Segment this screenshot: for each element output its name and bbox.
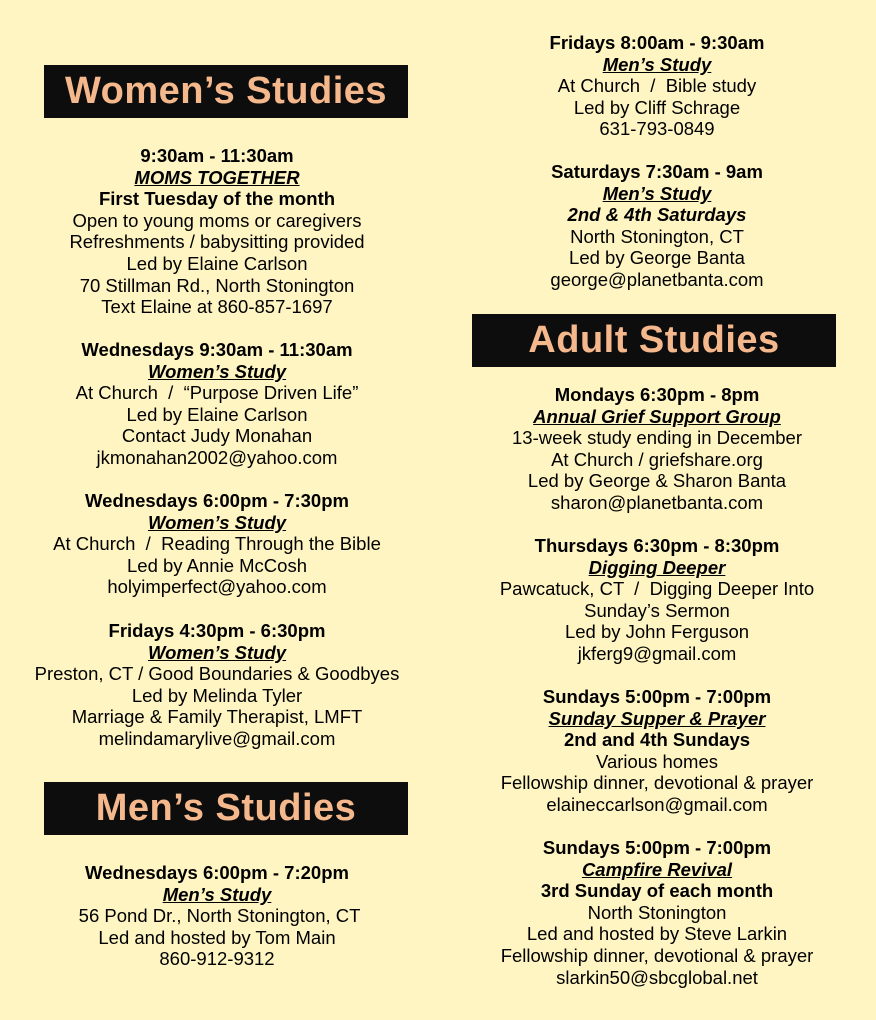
detail-line: Refreshments / babysitting provided	[69, 231, 365, 253]
schedule-note: First Tuesday of the month	[98, 188, 336, 210]
detail-line: Preston, CT / Good Boundaries & Goodbyes	[34, 663, 400, 685]
study-title: Women’s Study	[147, 511, 287, 533]
detail-line: Open to young moms or caregivers	[72, 209, 362, 231]
detail-line: Fellowship dinner, devotional & prayer	[500, 944, 814, 966]
study-listing	[438, 837, 876, 988]
detail-line: Led by John Ferguson	[564, 621, 750, 643]
study-title: Sunday Supper & Prayer	[548, 707, 766, 729]
detail-line: melindamarylive@gmail.com	[98, 727, 336, 749]
detail-line: Marriage & Family Therapist, LMFT	[71, 706, 363, 728]
study-title: Women’s Study	[147, 641, 287, 663]
study-listing	[0, 862, 434, 970]
detail-line: Led by Cliff Schrage	[573, 96, 741, 118]
study-title: Men’s Study	[602, 53, 712, 75]
detail-line: At Church / Reading Through the Bible	[53, 533, 381, 555]
study-listing	[438, 384, 876, 514]
schedule-time: Sundays 5:00pm - 7:00pm	[542, 837, 772, 858]
schedule-time: 9:30am - 11:30am	[140, 145, 294, 166]
schedule-note: 2nd & 4th Saturdays	[567, 204, 747, 226]
study-listing	[438, 535, 876, 665]
study-title: Annual Grief Support Group	[533, 405, 781, 427]
study-listing	[438, 32, 876, 140]
detail-line: Led by George & Sharon Banta	[527, 470, 787, 492]
detail-line: jkmonahan2002@yahoo.com	[96, 446, 338, 468]
study-listing	[438, 161, 876, 291]
study-listing	[0, 620, 434, 750]
study-title: Digging Deeper	[588, 556, 726, 578]
detail-line: Led by George Banta	[569, 247, 745, 269]
schedule-time: Fridays 4:30pm - 6:30pm	[108, 620, 326, 641]
detail-line: Led and hosted by Steve Larkin	[526, 923, 788, 945]
detail-line: Led by Elaine Carlson	[126, 252, 308, 274]
study-title: Men’s Study	[602, 182, 712, 204]
detail-line: 56 Pond Dr., North Stonington, CT	[73, 905, 361, 927]
study-listing	[0, 339, 434, 469]
schedule-time: Sundays 5:00pm - 7:00pm	[542, 686, 772, 707]
study-title: Campfire Revival	[581, 858, 733, 880]
detail-line: holyimperfect@yahoo.com	[107, 576, 327, 598]
mens-studies-heading: Men’s Studies	[44, 782, 408, 835]
schedule-note: 3rd Sunday of each month	[540, 880, 774, 902]
detail-line: Text Elaine at 860-857-1697	[101, 296, 333, 318]
detail-line: At Church / Bible study	[557, 75, 757, 97]
schedule-time: Wednesdays 6:00pm - 7:30pm	[85, 490, 349, 511]
detail-line: Led by Elaine Carlson	[126, 403, 308, 425]
detail-line: elaineccarlson@gmail.com	[546, 793, 768, 815]
detail-line: Sunday’s Sermon	[584, 599, 730, 621]
schedule-time: Mondays 6:30pm - 8pm	[554, 384, 760, 405]
study-listing	[0, 490, 434, 598]
womens-studies-heading: Women’s Studies	[44, 65, 408, 118]
detail-line: At Church / griefshare.org	[551, 448, 763, 470]
detail-line: North Stonington	[587, 901, 727, 923]
detail-line: Led by Melinda Tyler	[131, 684, 303, 706]
study-title: Women’s Study	[147, 360, 287, 382]
detail-line: Fellowship dinner, devotional & prayer	[500, 772, 814, 794]
detail-line: Led and hosted by Tom Main	[98, 926, 336, 948]
detail-line: At Church / “Purpose Driven Life”	[75, 382, 359, 404]
detail-line: george@planetbanta.com	[550, 268, 764, 290]
detail-line: 13-week study ending in December	[512, 427, 802, 449]
detail-line: slarkin50@sbcglobal.net	[556, 966, 758, 988]
detail-line: Pawcatuck, CT / Digging Deeper Into	[499, 578, 815, 600]
detail-line: sharon@planetbanta.com	[550, 491, 764, 513]
detail-line: Led by Annie McCosh	[127, 554, 307, 576]
study-listing	[438, 686, 876, 816]
adult-studies-heading: Adult Studies	[472, 314, 836, 367]
schedule-time: Saturdays 7:30am - 9am	[551, 161, 763, 182]
study-title: Men’s Study	[162, 883, 272, 905]
detail-line: Contact Judy Monahan	[121, 425, 313, 447]
detail-line: Various homes	[595, 750, 719, 772]
schedule-note: 2nd and 4th Sundays	[563, 729, 751, 751]
detail-line: jkferg9@gmail.com	[577, 642, 737, 664]
schedule-time: Fridays 8:00am - 9:30am	[549, 32, 765, 53]
detail-line: 860-912-9312	[159, 948, 275, 970]
detail-line: 70 Stillman Rd., North Stonington	[79, 274, 355, 296]
schedule-time: Wednesdays 6:00pm - 7:20pm	[85, 862, 349, 883]
study-listing	[0, 145, 434, 318]
detail-line: 631-793-0849	[599, 118, 715, 140]
schedule-time: Thursdays 6:30pm - 8:30pm	[534, 535, 780, 556]
study-title: MOMS TOGETHER	[134, 166, 300, 188]
detail-line: North Stonington, CT	[570, 225, 744, 247]
schedule-time: Wednesdays 9:30am - 11:30am	[81, 339, 353, 360]
